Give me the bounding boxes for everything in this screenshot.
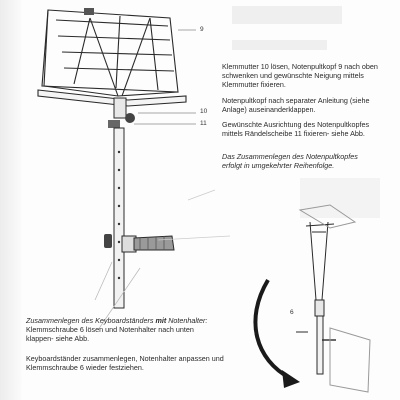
callout-6: 6: [290, 309, 294, 316]
fold-title-pre: Zusammenlegen des Keyboardständers: [26, 316, 156, 325]
fold-line-2: Klemmschraube 6 lösen und Notenhalter nach unten: [26, 325, 194, 335]
instruction-reassemble: Keyboardständer zusammenlegen, Notenhalter anpassen und Klemmschraube 6 wieder festziehen.: [26, 354, 224, 373]
instruction-align-head: Gewünschte Ausrichtung des Notenpultkopfes mittels Rändelscheibe 11 fixieren- siehe Abb.: [222, 120, 370, 139]
instruction-fold-stand: [26, 316, 256, 344]
instruction-unfold-head: Notenpultkopf nach separater Anleitung (siehe Anlage) auseinanderklappen.: [222, 96, 370, 115]
fold-line-3: klappen- siehe Abb.: [26, 334, 90, 344]
fold-title-bold: mit: [155, 316, 167, 325]
callout-9: 9: [200, 26, 204, 33]
fold-title-post: Notenhalter:: [166, 316, 208, 325]
callout-11: 11: [200, 120, 207, 127]
instruction-fold-note: Das Zusammenlegen des Notenpultkopfes erfolgt in umgekehrter Reihenfolge.: [222, 152, 358, 171]
instruction-pivot-head: Klemmutter 10 lösen, Notenpultkopf 9 nach oben schwenken und gewünschte Neigung mittels Klemmutter fixieren.: [222, 62, 378, 90]
callout-10: 10: [200, 108, 208, 115]
